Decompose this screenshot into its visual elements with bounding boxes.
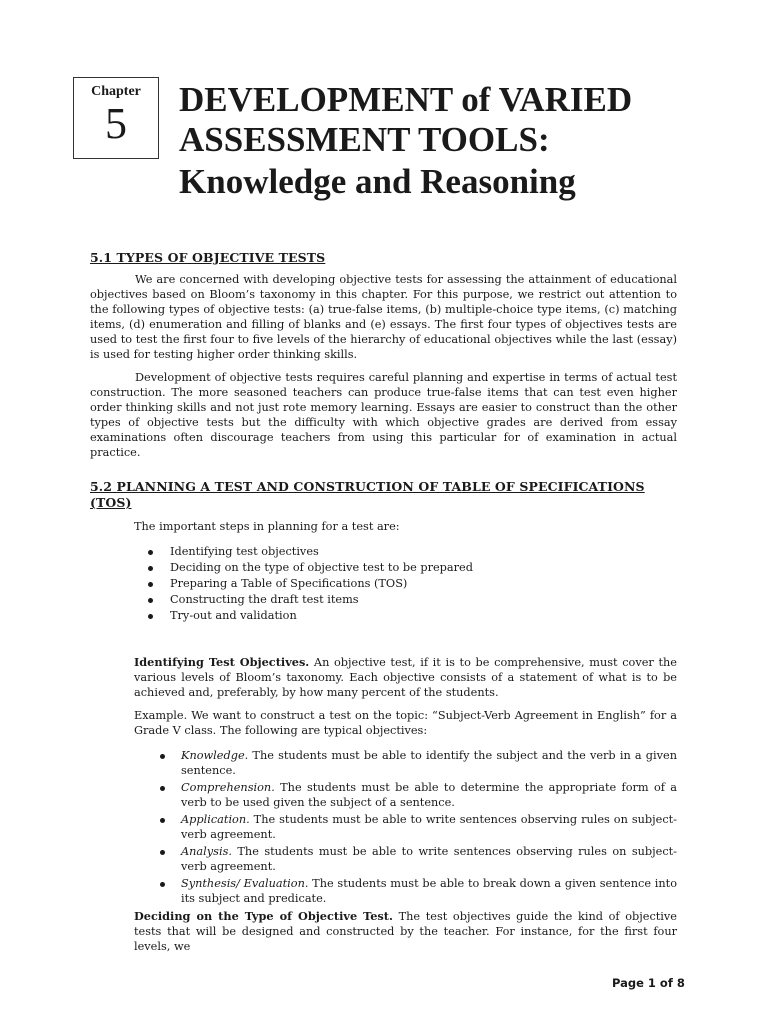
title-line-2: ASSESSMENT TOOLS:: [179, 120, 550, 159]
list-item: [181, 780, 677, 810]
list-item: Preparing a Table of Specifications (TOS): [170, 576, 473, 592]
section-1-heading: 5.1 TYPES OF OBJECTIVE TESTS: [90, 250, 326, 265]
deciding-type-paragraph: [134, 909, 677, 954]
chapter-label: Chapter: [91, 84, 141, 99]
objective-level: Synthesis/ Evaluation.: [181, 877, 309, 890]
objective-text: The students must be able to identify the subject and the verb in a given sentence.: [181, 749, 677, 777]
objective-level: Application.: [181, 813, 250, 826]
objective-level: Knowledge.: [181, 749, 249, 762]
identifying-objectives-paragraph: [134, 655, 677, 700]
identifying-objectives-lead: Identifying Test Objectives.: [134, 655, 310, 669]
title-line-1: DEVELOPMENT of VARIED: [179, 80, 633, 119]
chapter-number: 5: [105, 99, 127, 148]
section-1-paragraph-1: We are concerned with developing objective tests for assessing the attainment of educational objectives based on Bloom’s taxonomy in this chapter. For this purpose, we restrict out attention to the following types of objective tests: (a) true-false items, (b) multiple-choice type items, (c) matching items, (d) enumeration and filling of blanks and (e) essays. The first four types of objectives tests are used to test the first four to five levels of the hierarchy of educational objectives while the last (essay) is used for testing higher order thinking skills.: [90, 273, 677, 361]
section-1-paragraph-2: Development of objective tests requires careful planning and expertise in terms of actual test construction. The more seasoned teachers can produce true-false items that can test even higher order thinking skills and not just rote memory learning. Essays are easier to construct than the other types of objective tests but the difficulty with which objective grades are derived from essay examinations often discourage teachers from using this particular for of examination in actual practice.: [90, 371, 677, 459]
section-2-heading-line-2: (TOS): [90, 495, 132, 510]
example-paragraph: Example. We want to construct a test on the topic: “Subject-Verb Agreement in English” for a Grade V class. The following are typical objectives:: [134, 709, 677, 737]
objective-level: Analysis.: [181, 845, 232, 858]
chapter-box: [73, 77, 159, 159]
list-item: Try-out and validation: [170, 608, 473, 624]
page-number: Page 1 of 8: [612, 976, 685, 990]
objectives-list: [181, 748, 677, 908]
list-item: [181, 812, 677, 842]
deciding-type-text: The test objectives guide the kind of objective tests that will be designed and constructed by the teacher. For instance, for the first four levels, we: [134, 910, 677, 953]
section-2-heading-line-1: 5.2 PLANNING A TEST AND CONSTRUCTION OF TABLE OF SPECIFICATIONS: [90, 479, 645, 494]
planning-steps-list: [170, 544, 473, 624]
objective-level: Comprehension.: [181, 781, 275, 794]
list-item: Constructing the draft test items: [170, 592, 473, 608]
list-item: [181, 844, 677, 874]
objective-text: The students must be able to write sentences observing rules on subject-verb agreement.: [181, 845, 677, 873]
list-item: Identifying test objectives: [170, 544, 473, 560]
identifying-objectives-text: An objective test, if it is to be comprehensive, must cover the various levels of Bloom’s taxonomy. Each objective consists of a statement of what is to be achieved and, preferably, by how many percent of the students.: [134, 656, 677, 699]
list-item: [181, 748, 677, 778]
deciding-type-lead: Deciding on the Type of Objective Test.: [134, 909, 393, 923]
chapter-title: [179, 80, 719, 202]
planning-intro: The important steps in planning for a test are:: [134, 520, 400, 533]
objective-text: The students must be able to determine the appropriate form of a verb to be used given the subject of a sentence.: [181, 781, 677, 809]
list-item: [181, 876, 677, 906]
objective-text: The students must be able to write sentences observing rules on subject-verb agreement.: [181, 813, 677, 841]
title-line-3: Knowledge and Reasoning: [179, 162, 576, 201]
section-2-heading: [90, 479, 645, 511]
objective-text: The students must be able to break down a given sentence into its subject and predicate.: [181, 877, 677, 905]
list-item: Deciding on the type of objective test to be prepared: [170, 561, 473, 574]
